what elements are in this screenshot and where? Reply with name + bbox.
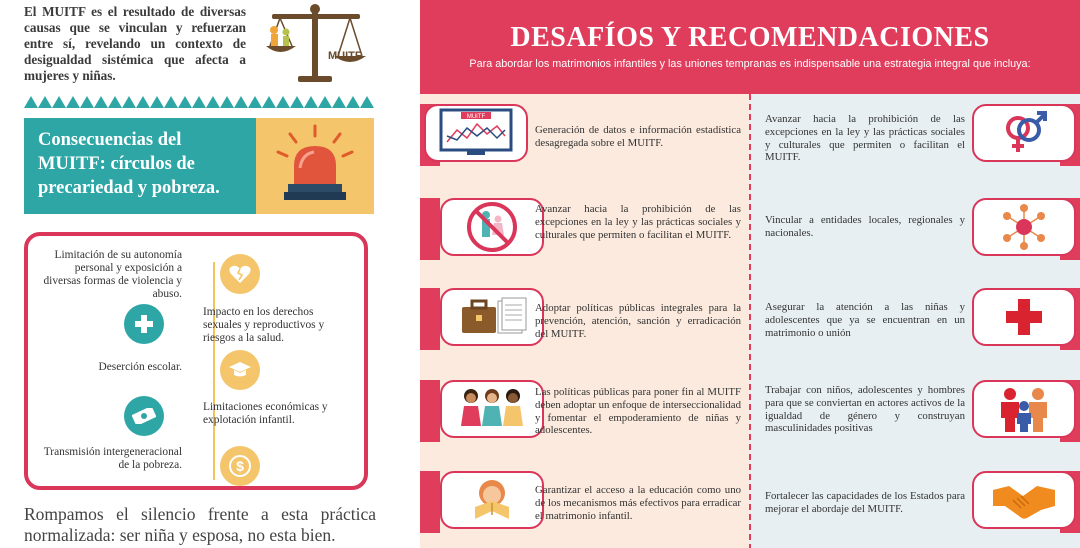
- money-icon: [124, 396, 164, 436]
- left-item-5: Garantizar el acceso a la educación como uno de los mecanismos más efectivos para erradicar el matrimonio infantil.: [535, 484, 741, 522]
- consequence-text-5: Transmisión intergeneracional de la pobreza.: [43, 446, 182, 471]
- prohibited-couple-icon: [440, 198, 544, 256]
- svg-text:$: $: [236, 458, 244, 474]
- right-item-4: Trabajar con niños, adolescentes y hombres para que se conviertan en actores activos de la igualdad de género y construyan masculinidades positivas: [765, 384, 965, 435]
- coin-dollar-icon: [220, 446, 260, 486]
- intro-text: El MUITF es el resultado de diversas causas que se vinculan y refuerzan entre sí, revelando un contexto de desigualdad sistémica que afecta a mujeres y niñas.: [24, 4, 246, 83]
- gender-symbols-icon: [972, 104, 1076, 162]
- band-left-4: [420, 380, 440, 442]
- handshake-icon: [972, 471, 1076, 529]
- chart-monitor-icon: [424, 104, 528, 162]
- broken-heart-icon: [220, 254, 260, 294]
- consequences-banner: [24, 118, 256, 214]
- girl-reading-icon: [440, 471, 544, 529]
- right-subtitle: Para abordar los matrimonios infantiles y las uniones tempranas es indispensable una estrategia integral que incluya:: [469, 58, 1031, 70]
- consequence-text-4: Limitaciones económicas y explotación infantil.: [203, 401, 328, 426]
- network-icon: [972, 198, 1076, 256]
- consequence-text-3: Deserción escolar.: [98, 361, 182, 373]
- right-title: DESAFÍOS Y RECOMENDACIONES: [510, 22, 990, 53]
- girls-group-icon: [440, 380, 544, 438]
- left-item-1: Generación de datos e información estadística desagregada sobre el MUITF.: [535, 124, 741, 149]
- family-icon: [972, 380, 1076, 438]
- right-item-2: Vincular a entidades locales, regionales y nacionales.: [765, 214, 965, 239]
- closing-text: Rompamos el silencio frente a esta práctica normalizada: ser niña y esposa, no esta bien.: [24, 504, 376, 545]
- zigzag-divider: [24, 94, 374, 108]
- right-header: [420, 0, 1080, 94]
- right-item-3: Asegurar la atención a las niñas y adolescentes que ya se encuentran en un matrimonio o unión: [765, 301, 965, 339]
- consequence-text-2: Impacto en los derechos sexuales y reproductivos y riesgos a la salud.: [203, 306, 325, 344]
- band-left-3: [420, 288, 440, 350]
- briefcase-documents-icon: [440, 288, 544, 346]
- scale-icon: [262, 2, 372, 84]
- right-item-5: Fortalecer las capacidades de los Estados para mejorar el abordaje del MUITF.: [765, 490, 965, 515]
- scale-label: MUITF: [328, 50, 362, 62]
- health-cross-icon: [124, 304, 164, 344]
- alarm-light-icon: [256, 118, 374, 214]
- right-item-1: Avanzar hacia la prohibición de las excepciones en la ley y las prácticas sociales y culturales que permiten o facilitan el MUITF.: [765, 113, 965, 164]
- graduation-cap-icon: [220, 350, 260, 390]
- chart-label: MUITF: [466, 114, 486, 120]
- dashed-divider: [748, 94, 752, 548]
- red-cross-icon: [972, 288, 1076, 346]
- left-item-2: Avanzar hacia la prohibición de las excepciones en la ley y las prácticas sociales y culturales que permiten o facilitan el MUITF.: [535, 203, 741, 241]
- left-panel: [0, 0, 398, 548]
- left-item-4: Las políticas públicas para poner fin al MUITF deben adoptar un enfoque de interseccionalidad y fomentar el empoderamiento de niñas y adolescentes.: [535, 386, 741, 437]
- consequences-title: Consecuencias del MUITF: círculos de precariedad y pobreza.: [38, 130, 220, 198]
- band-left-2: [420, 198, 440, 260]
- timeline-line: [213, 262, 215, 480]
- band-left-5: [420, 471, 440, 533]
- left-item-3: Adoptar políticas públicas integrales para la prevención, atención, sanción y erradicación del MUITF.: [535, 302, 741, 340]
- consequence-text-1: Limitación de su autonomía personal y exposición a diversas formas de violencia y abuso.: [43, 249, 182, 300]
